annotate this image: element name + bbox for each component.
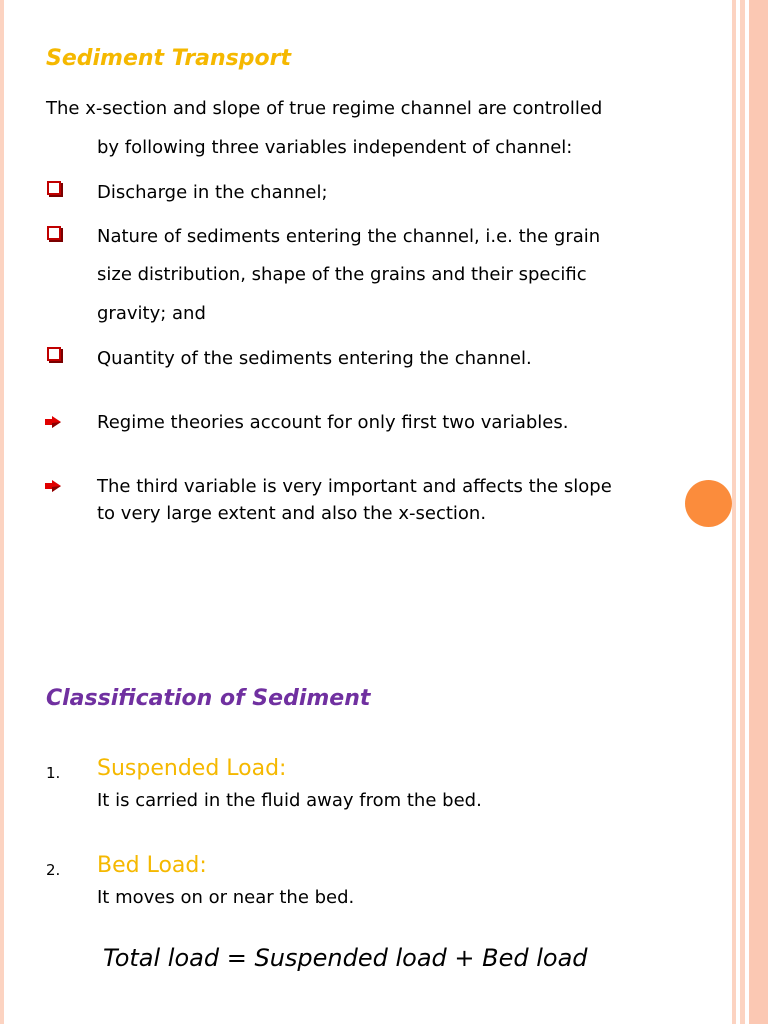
section-heading: Classification of Sediment bbox=[46, 686, 371, 711]
bullet-text: Discharge in the channel; bbox=[97, 182, 328, 203]
right-border-stripe bbox=[732, 0, 736, 1024]
load-title: Bed Load: bbox=[97, 853, 207, 878]
square-checkbox-icon bbox=[47, 181, 61, 195]
formula: Total load = Suspended load + Bed load bbox=[103, 944, 588, 972]
list-number: 1. bbox=[46, 764, 61, 782]
load-title: Suspended Load: bbox=[97, 756, 287, 781]
arrow-point-text: to very large extent and also the x-section. bbox=[97, 503, 487, 524]
square-checkbox-icon bbox=[47, 226, 61, 240]
bullet-text: Quantity of the sediments entering the channel. bbox=[97, 348, 532, 369]
intro-line-2: by following three variables independent of channel: bbox=[97, 137, 573, 158]
red-arrow-icon bbox=[45, 416, 61, 428]
arrow-point-text: The third variable is very important and affects the slope bbox=[97, 476, 612, 497]
red-arrow-icon bbox=[45, 480, 61, 492]
intro-line-1: The x-section and slope of true regime channel are controlled bbox=[46, 98, 603, 119]
square-checkbox-icon bbox=[47, 347, 61, 361]
right-border-band bbox=[749, 0, 768, 1024]
slide-title: Sediment Transport bbox=[46, 46, 292, 71]
arrow-point-text: Regime theories account for only first two variables. bbox=[97, 412, 569, 433]
list-number: 2. bbox=[46, 861, 61, 879]
load-description: It is carried in the fluid away from the bed. bbox=[97, 790, 482, 811]
load-description: It moves on or near the bed. bbox=[97, 887, 355, 908]
bullet-text: Nature of sediments entering the channel, i.e. the grain bbox=[97, 226, 601, 247]
bullet-text: size distribution, shape of the grains and their specific bbox=[97, 264, 587, 285]
accent-circle bbox=[685, 480, 732, 527]
bullet-text: gravity; and bbox=[97, 303, 206, 324]
right-border-stripe bbox=[740, 0, 745, 1024]
left-border-stripe bbox=[0, 0, 4, 1024]
